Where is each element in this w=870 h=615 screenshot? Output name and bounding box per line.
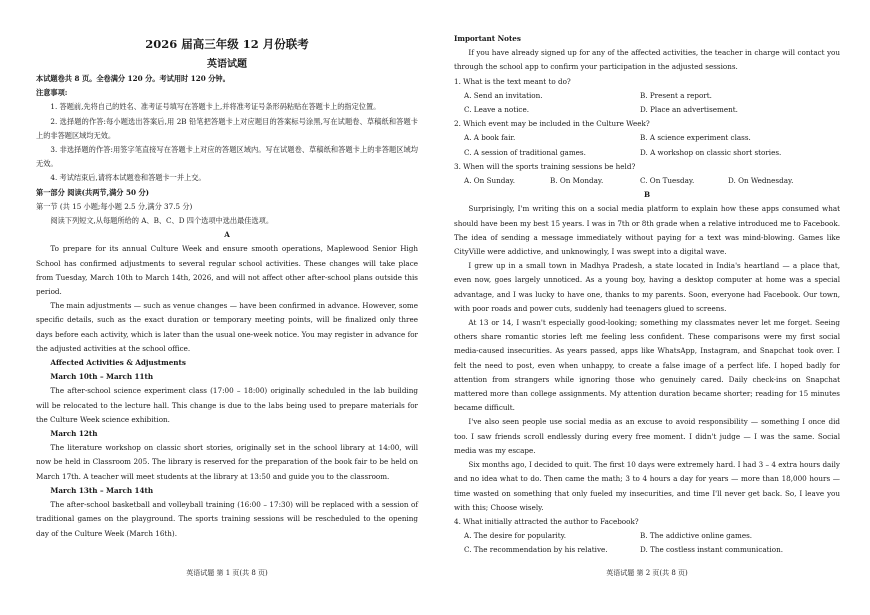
options-row — [454, 174, 840, 188]
note-item: 4. 考试结束后,请将本试题卷和答题卡一并上交。 — [50, 173, 206, 183]
date-heading: March 10th – March 11th — [50, 372, 154, 382]
option: D. A workshop on classic short stories. — [640, 147, 782, 157]
option: A. Send an invitation. — [464, 90, 543, 100]
notes-text: If you have already signed up for any of the affected activities, the teacher in charge will contact you through the school app to confirm your participation in the adjusted sessions. — [454, 48, 840, 72]
option: D. The costless instant communication. — [640, 545, 784, 555]
passage-label-b: B — [643, 190, 651, 200]
options-row — [454, 529, 840, 543]
passage-paragraph: The after-school science experiment class (17:00 – 18:00) originally scheduled in the lab building will be relocated to the lecture hall. This change is due to the labs being used to prepare materials for the Culture Week science exhibition. — [36, 386, 418, 424]
passage-paragraph: At 13 or 14, I wasn't especially good-looking; something my classmates never let me forget. Seeing others share romantic stories left me feeling less confident. These comparisons were my first social media-caused insecurities. As years passed, apps like WhatsApp, Instagram, and Snapchat took over. I felt the need to post, even when unhappy, to create a false image of a perfect life. I hoped badly for attention from strangers while ignoring those who genuinely cared. Daily check-ins on Snapchat mattered more than college assignments. My attention duration became shorter; reading for 15 minutes became difficult. — [454, 318, 840, 413]
page-footer: 英语试题 第 2 页(共 8 页) — [606, 569, 688, 577]
page-2-body — [454, 32, 840, 558]
option: D. Place an advertisement. — [640, 105, 738, 115]
question: 2. Which event may be included in the Culture Week? — [454, 119, 650, 129]
option: B. A science experiment class. — [640, 133, 751, 143]
option: B. On Monday. — [550, 176, 604, 186]
option: C. Leave a notice. — [464, 105, 529, 115]
notes-header: 注意事项: — [36, 88, 68, 98]
passage-paragraph: Surprisingly, I'm writing this on a social media platform to explain how these apps consumed what should have been my best 15 years. I was in 7th or 8th grade when a relative introduced me to Facebook. The idea of sending a message immediately without paying for a text was mind-blowing. Games like CityVille were addictive, and unknowingly, I was swept into a digital wave. — [454, 204, 840, 257]
exam-subtitle: 英语试题 — [207, 59, 247, 70]
section-heading: 第一节 (共 15 小题;每小题 2.5 分,满分 37.5 分) — [36, 201, 193, 211]
affected-heading: Affected Activities & Adjustments — [50, 358, 186, 368]
passage-paragraph: The main adjustments — such as venue changes — have been confirmed in advance. However, some specific details, such as the exact duration or temporary meeting points, will be finalized only three days before each activity, which is later than the usual one-week notice. You may register in advance for the adjusted activities at the school office. — [36, 301, 418, 353]
passage-paragraph: The literature workshop on classic short stories, originally set in the school library at 14:00, will now be held in Classroom 205. The library is reserved for the preparation of the book fair to be held on March 17th. A teacher will meet students at the library at 13:50 and guide you to the classroom. — [36, 443, 418, 481]
question: 4. What initially attracted the author to Facebook? — [454, 516, 639, 526]
option: C. On Tuesday. — [640, 176, 695, 186]
instruction: 阅读下列短文,从每题所给的 A、B、C、D 四个选项中选出最佳选项。 — [50, 216, 274, 226]
options-row — [454, 131, 840, 145]
date-heading: March 12th — [50, 429, 98, 439]
option: A. A book fair. — [464, 133, 516, 143]
option: C. A session of traditional games. — [464, 147, 586, 157]
option: D. On Wednesday. — [728, 176, 794, 186]
options-row — [454, 543, 840, 557]
passage-paragraph: I grew up in a small town in Madhya Pradesh, a state located in India's heartland — a place that, even now, goes largely unnoticed. As a young boy, having a desktop computer at home was a special advantage, and I was lucky to have one, thanks to my parents. Soon, everyone had Facebook. Our town, with poor roads and power cuts, suddenly had teenagers glued to screens. — [454, 261, 840, 313]
exam-info: 本试题卷共 8 页。全卷满分 120 分。考试用时 120 分钟。 — [36, 74, 230, 83]
page-footer: 英语试题 第 1 页(共 8 页) — [186, 569, 268, 577]
passage-paragraph: Six months ago, I decided to quit. The first 10 days were extremely hard. I had 3 – 4 extra hours daily and no idea what to do. Then came the math; 3 to 4 hours a day for years — more than 18,000 hours — time wasted on something that only fueled my insecurities, and time I'll never get back. So, I leave you with this; Choose wisely. — [454, 460, 840, 512]
date-heading: March 13th – March 14th — [50, 485, 154, 495]
exam-title: 2026 届高三年级 12 月份联考 — [145, 37, 309, 51]
page-1-body — [36, 72, 418, 541]
passage-paragraph: The after-school basketball and volleyball training (16:00 – 17:30) will be replaced with a session of traditional games on the playground. The sports training sessions will be rescheduled to the opening day of the Culture Week (March 16th). — [36, 500, 418, 538]
option: B. The addictive online games. — [640, 531, 753, 541]
note-item: 1. 答题前,先将自己的姓名、准考证号填写在答题卡上,并将准考证号条形码粘贴在答题卡上的指定位置。 — [50, 102, 381, 112]
notes-title: Important Notes — [454, 34, 521, 43]
passage-label-a: A — [224, 230, 230, 240]
note-item: 2. 选择题的作答:每小题选出答案后,用 2B 铅笔把答题卡上对应题目的答案标号涂黑,写在试题卷、草稿纸和答题卡上的非答题区域均无效。 — [36, 116, 418, 140]
part-heading: 第一部分 阅读(共两节,满分 50 分) — [36, 187, 150, 197]
option: B. Present a report. — [640, 90, 712, 100]
options-row — [454, 103, 840, 117]
options-row — [454, 89, 840, 103]
option: C. The recommendation by his relative. — [464, 545, 608, 555]
option: A. The desire for popularity. — [464, 531, 566, 541]
passage-paragraph: To prepare for its annual Culture Week and ensure smooth operations, Maplewood Senior High School has confirmed adjustments to several regular school activities. These changes will take place from Tuesday, March 10th to March 14th, 2026, and will not affect other after-school plans outside this period. — [36, 244, 418, 297]
question: 3. When will the sports training sessions be held? — [454, 161, 636, 171]
question: 1. What is the text meant to do? — [454, 76, 571, 86]
passage-paragraph: I've also seen people use social media as an excuse to avoid responsibility — something I once did too. I saw friends scroll endlessly during every free moment. I didn't judge — I was the same. Social media was my escape. — [454, 417, 840, 455]
note-item: 3. 非选择题的作答:用签字笔直接写在答题卡上对应的答题区域内。写在试题卷、草稿纸和答题卡上的非答题区域均无效。 — [36, 145, 418, 169]
options-row — [454, 146, 840, 160]
option: A. On Sunday. — [464, 176, 516, 186]
